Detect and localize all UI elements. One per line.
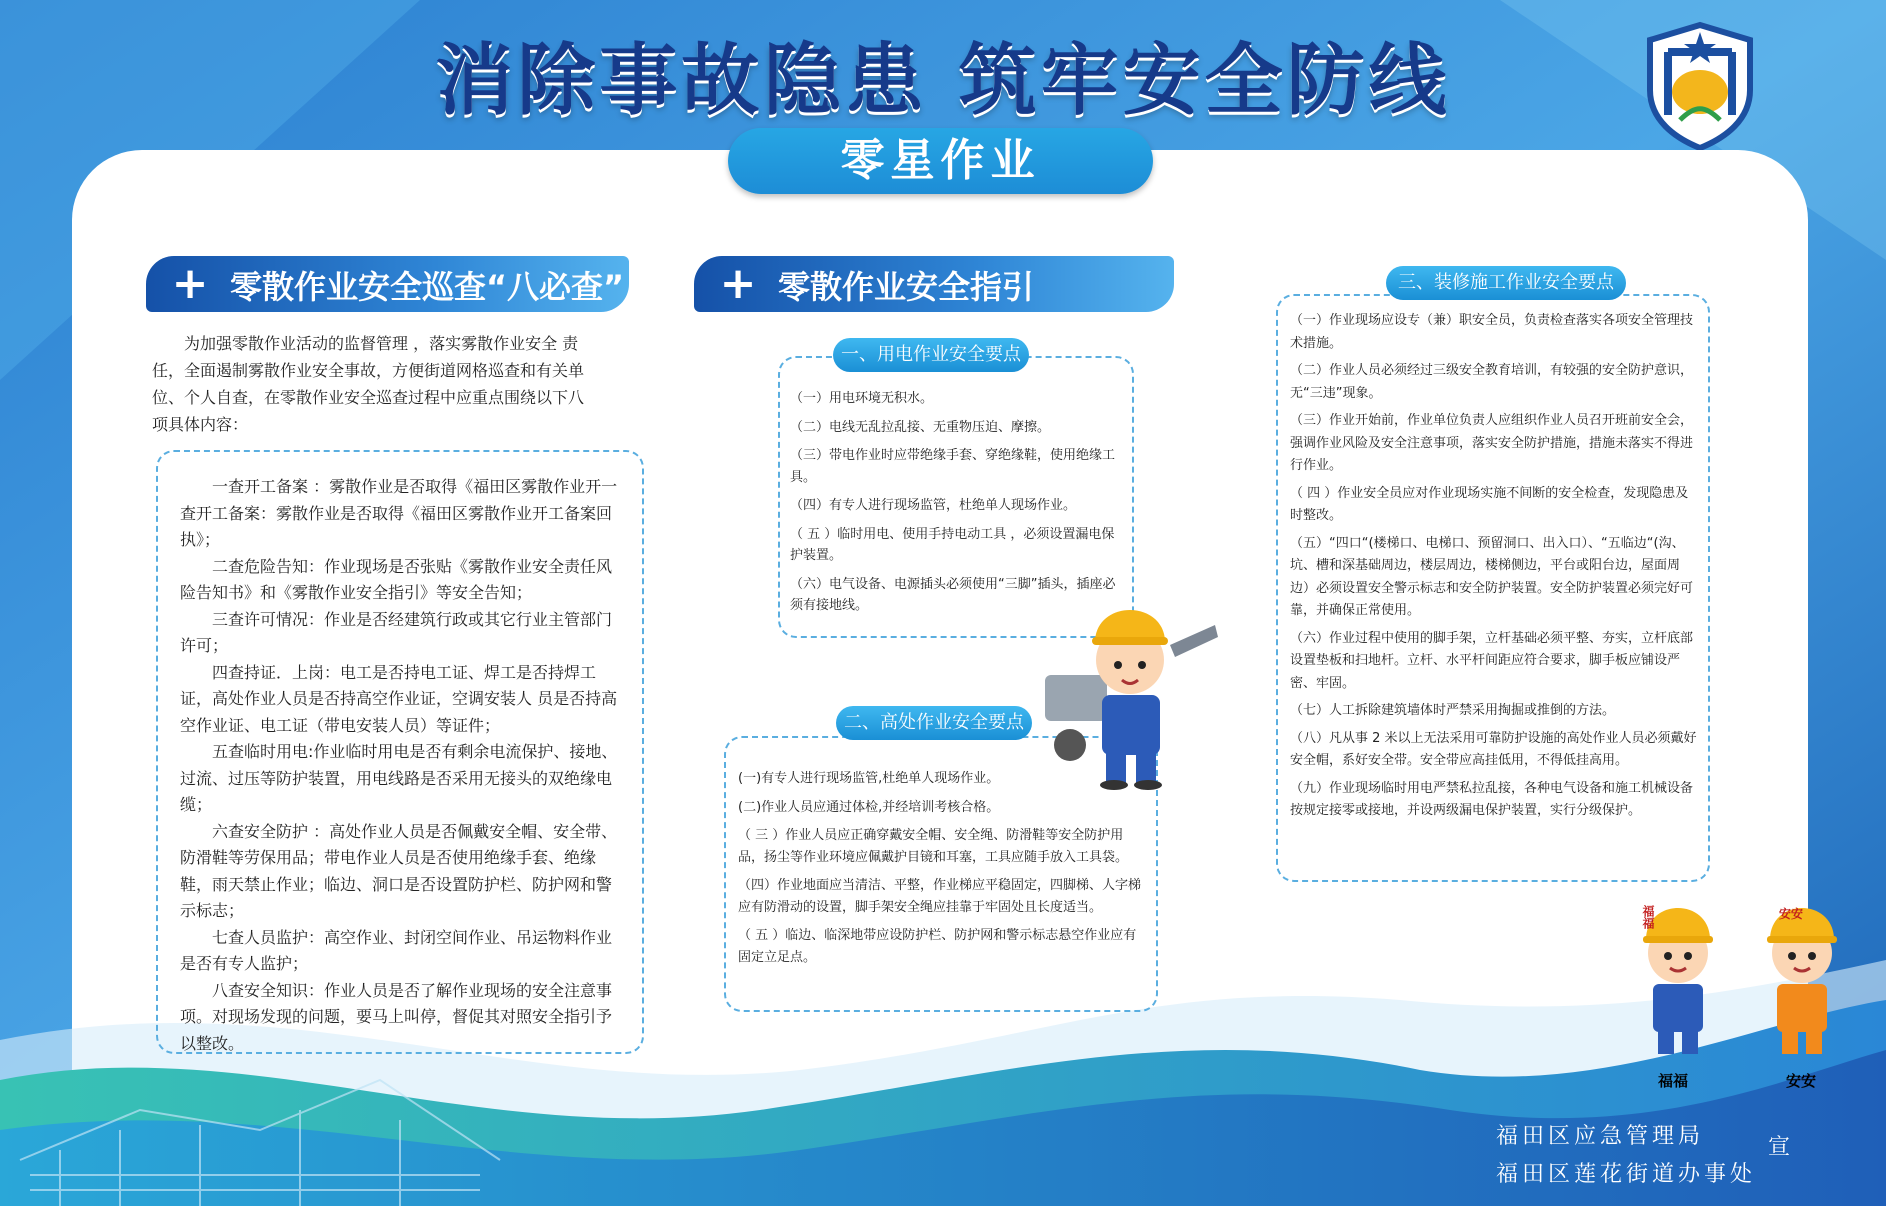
electric-item: （六）电气设备、电源插头必须使用“三脚”插头，插座必须有接地线。 [790,576,1116,613]
renovation-item: （六）作业过程中使用的脚手架，立杆基础必须平整、夯实，立杆底部设置垫板和扫地杆。立杆、水平杆间距应符合要求，脚手板应铺设严密、牢固。 [1290,630,1694,691]
electric-item: （三）带电作业时应带绝缘手套、穿绝缘鞋，使用绝缘工具。 [790,448,1116,485]
intro-paragraph: 为加强零散作业活动的监督管理 ，落实雾散作业安全 责任，全面遏制雾散作业安全事故，方便街道网格巡查和有关单位、个人自查，在零散作业安全巡查过程中应重点围绕以下八项具体内容： [152,334,585,434]
renovation-item: （九）作业现场临时用电严禁私拉乱接，各种电气设备和施工机械设备按规定接零或接地，并设两级漏电保护装置，实行分级保护。 [1290,780,1694,818]
electric-section-label: 一、用电作业安全要点 [833,338,1029,372]
height-item: (二)作业人员应通过体检,并经培训考核合格。 [738,799,1000,815]
electric-item: （二）电线无乱拉乱接、无重物压迫、摩擦。 [790,419,1051,435]
subtitle-pill: 零星作业 [728,128,1153,194]
renovation-item: （三）作业开始前，作业单位负责人应组织作业人员召开班前安全会，强调作业风险及安全注意事项，落实安全防护措施，措施未落实不得进行作业。 [1290,413,1694,473]
renovation-item: （ 四 ）作业安全员应对作业现场实施不间断的安全检查，发现隐患及时整改。 [1290,485,1689,523]
shield-logo-icon [1640,20,1760,150]
height-item: （四）作业地面应当清洁、平整，作业梯应平稳固定，四脚梯、人字梯应有防滑动的设置，脚手架安全绳应挂靠于牢固处且长度适当。 [738,878,1142,915]
electric-item: （一）用电环境无积水。 [790,391,934,406]
poster-title: 消除事故隐患 筑牢安全防线 [435,36,1451,126]
mascot-fufu-hat-text: 福福 [1641,905,1655,929]
renovation-item: （二）作业人员必须经过三级安全教育培训，有较强的安全防护意识，无“三违”现象。 [1290,363,1694,401]
electric-item: （ 五 ）临时用电、使用手持电动工具 ，必须设置漏电保护装置。 [790,526,1115,563]
check-item: 六查安全防护 ：高处作业人员是否佩戴安全帽、安全带、防滑鞋等劳保用品；带电作业人员是否使用绝缘手套、绝缘鞋，雨天禁止作业；临边、洞口是否设置防护栏、防护网和警示标志； [180,821,618,920]
height-item: (一)有专人进行现场监管,杜绝单人现场作业。 [738,771,1000,786]
footer-line-1: 福田区应急管理局 [1496,1124,1705,1149]
height-section-label: 二、高处作业安全要点 [836,706,1032,740]
height-item: （ 三 ）作业人员应正确穿戴安全帽、安全绳、防滑鞋等安全防护用品，扬尘等作业环境应佩戴护目镜和耳塞，工具应随手放入工具袋。 [738,828,1129,865]
check-item: 五查临时用电:作业临时用电是否有剩余电流保护、接地、过流、过压等防护装置，用电线路是否采用无接头的双绝缘电缆； [180,742,618,814]
height-item: （ 五 ）临边、临深地带应设防护栏、防护网和警示标志悬空作业应有固定立足点。 [738,928,1137,965]
worker-mascot-icon [1040,585,1220,790]
middle-section-heading: + 零散作业安全指引 [694,256,1174,312]
mascot-anan-icon [1752,898,1852,1058]
check-item: 一查开工备案 ：雾散作业是否取得《福田区雾散作业开一查开工备案：雾散作业是否取得《福田区雾散作业开工备案回执》； [180,477,618,549]
eight-checks-box [156,450,644,1054]
electric-item: （四）有专人进行现场监管，杜绝单人现场作业。 [790,498,1077,513]
renovation-item: （八）凡从事 2 米以上无法采用可靠防护设施的高处作业人员必须戴好安全帽，系好安全带。安全带应高挂低用，不得低挂高用。 [1290,730,1697,768]
renovation-guide-box [1276,294,1710,882]
mascot-anan-name: 安安 [1786,1072,1817,1090]
footer-side-char: 宣 [1768,1135,1791,1160]
check-item: 二查危险告知：作业现场是否张贴《雾散作业安全责任风险告知书》和《雾散作业安全指引》等安全告知； [180,556,613,602]
renovation-item: （一）作业现场应设专（兼）职安全员，负责检查落实各项安全管理技术措施。 [1290,313,1694,351]
renovation-section-label: 三、装修施工作业安全要点 [1386,266,1626,300]
check-item: 七查人员监护：高空作业、封闭空间作业、吊运物料作业是否有专人监护； [180,927,613,973]
mascot-fufu-name: 福福 [1658,1072,1689,1090]
renovation-item: （五）“四口“(楼梯口、电梯口、预留洞口、出入口）、“五临边“(沟、坑、槽和深基础周边，楼层周边，楼梯侧边，平台或阳台边，屋面周边）必须设置安全警示标志和安全防护装置。安全防护装置必须完好可靠，并确保正常使用。 [1290,535,1694,618]
left-section-heading: + 零散作业安全巡查“八必查” [146,256,629,312]
mascot-anan-hat-text: 安安 [1779,907,1804,921]
plus-icon: + [171,258,209,309]
check-item: 四查持证．上岗：电工是否持电工证、焊工是否持焊工证，高处作业人员是否持高空作业证，空调安装人 员是否持高空作业证、电工证（带电安装人员）等证件； [180,662,618,735]
plus-icon: + [719,258,757,309]
renovation-item: （七）人工拆除建筑墙体时严禁采用掏掘或推倒的方法。 [1290,703,1616,718]
footer-line-2: 福田区莲花街道办事处 [1496,1162,1757,1187]
footer-issuers [1496,1118,1756,1194]
check-item: 三查许可情况：作业是否经建筑行政或其它行业主管部门许可； [180,609,613,655]
check-item: 八查安全知识：作业人员是否了解作业现场的安全注意事项。对现场发现的问题，要马上叫停，督促其对照安全指引予以整改。 [180,980,613,1053]
